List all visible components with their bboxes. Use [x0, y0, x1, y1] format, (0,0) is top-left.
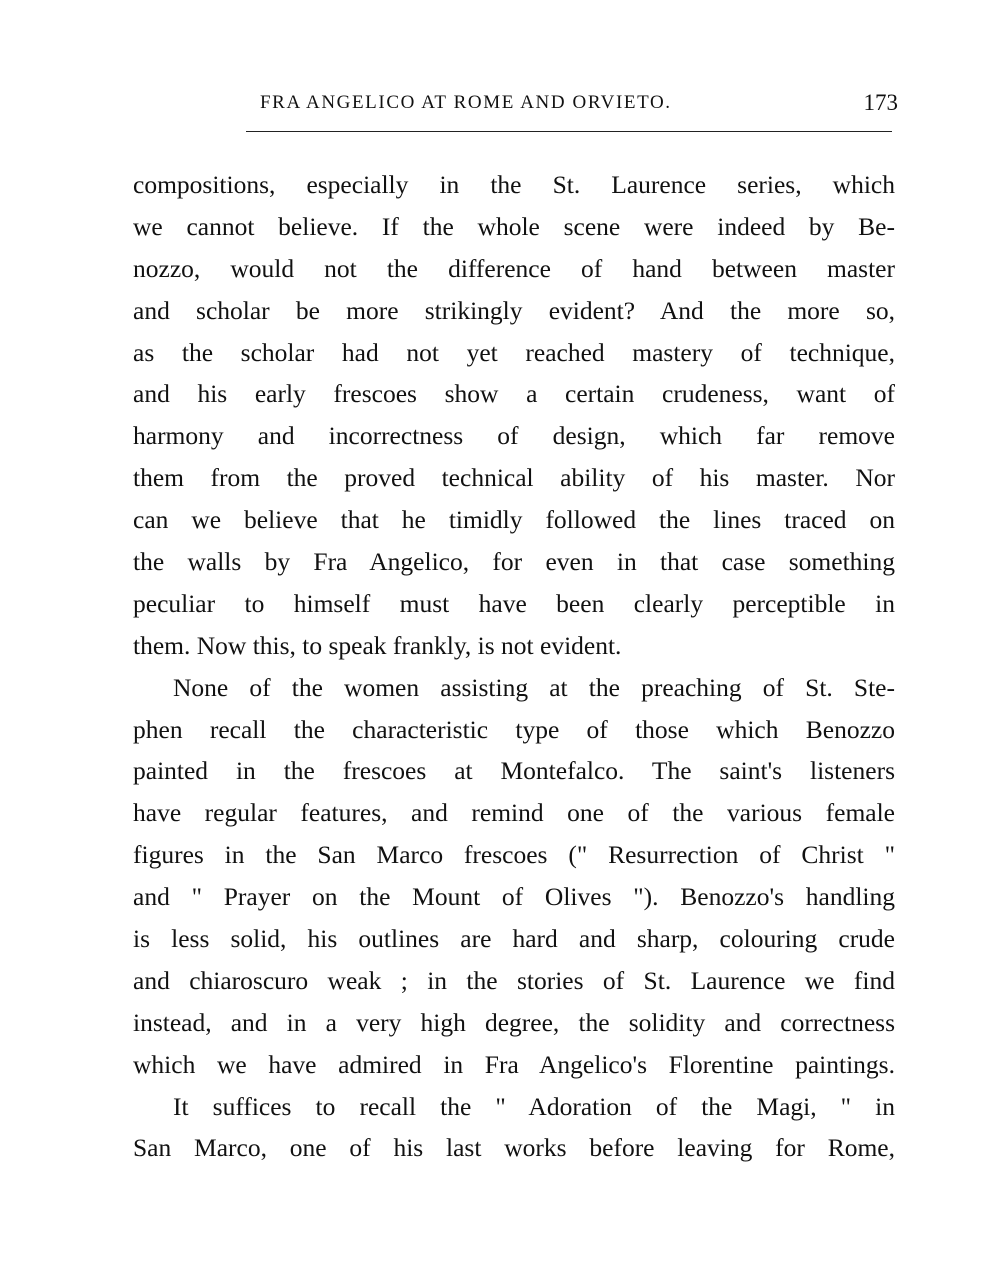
running-head [240, 92, 900, 122]
text-line: peculiar to himself must have been clearly perceptible in [133, 588, 895, 618]
text-line: we cannot believe. If the whole scene were indeed by Be- [133, 211, 895, 241]
text-line: None of the women assisting at the preaching of St. Ste- [173, 672, 895, 702]
text-line: San Marco, one of his last works before leaving for Rome, [133, 1133, 895, 1163]
text-line: instead, and in a very high degree, the solidity and correctness [133, 1007, 895, 1037]
body-text [133, 164, 895, 1169]
text-line: It suffices to recall the " Adoration of the Magi, " in [173, 1091, 895, 1121]
text-line: and chiaroscuro weak ; in the stories of St. Laurence we find [133, 965, 895, 995]
text-line: have regular features, and remind one of the various female [133, 798, 895, 828]
text-line: and his early frescoes show a certain crudeness, want of [133, 379, 895, 409]
text-line: and " Prayer on the Mount of Olives "). Benozzo's handling [133, 882, 895, 912]
text-line: and scholar be more strikingly evident? And the more so, [133, 295, 895, 325]
text-line: them from the proved technical ability of his master. Nor [133, 463, 895, 493]
text-line: phen recall the characteristic type of those which Benozzo [133, 714, 895, 744]
text-line: which we have admired in Fra Angelico's Florentine paintings. [133, 1049, 895, 1079]
running-title: FRA ANGELICO AT ROME AND ORVIETO. [260, 92, 672, 113]
text-line: as the scholar had not yet reached mastery of technique, [133, 337, 895, 367]
text-line: can we believe that he timidly followed the lines traced on [133, 505, 895, 535]
paragraph-2 [133, 667, 895, 1086]
text-line: the walls by Fra Angelico, for even in that case something [133, 547, 895, 577]
text-line: harmony and incorrectness of design, which far remove [133, 421, 895, 451]
paragraph-3 [133, 1086, 895, 1170]
text-line: is less solid, his outlines are hard and sharp, colouring crude [133, 924, 895, 954]
text-line: painted in the frescoes at Montefalco. The saint's listeners [133, 756, 895, 786]
page-number: 173 [863, 90, 898, 115]
text-line: nozzo, would not the difference of hand between master [133, 253, 895, 283]
text-line: them. Now this, to speak frankly, is not evident. [133, 630, 622, 660]
header-rule [246, 131, 892, 132]
text-line: compositions, especially in the St. Laurence series, which [133, 170, 895, 199]
text-line: figures in the San Marco frescoes (" Resurrection of Christ " [133, 840, 895, 870]
paragraph-1 [133, 164, 895, 667]
